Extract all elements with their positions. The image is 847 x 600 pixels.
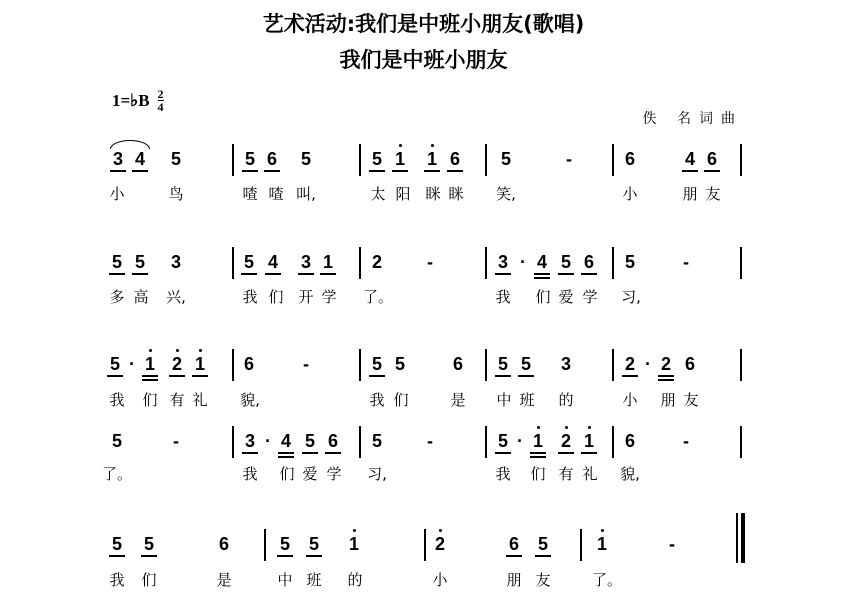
bar-line: [232, 247, 234, 279]
lyric-char: 我: [109, 391, 125, 409]
eighth-underline: [495, 375, 511, 377]
note: 5: [308, 534, 320, 554]
lyric-char: 们: [141, 571, 157, 589]
note: ·: [645, 354, 651, 374]
note: 1: [426, 149, 438, 169]
eighth-underline: [518, 375, 534, 377]
lyric-char: 有: [558, 465, 574, 483]
final-bar-thin: [736, 513, 738, 563]
note: 2: [434, 534, 446, 554]
lyric-char: 眯: [448, 185, 464, 203]
lyric-char: 朋: [660, 391, 676, 409]
bar-line: [359, 426, 361, 458]
lyric-char: 叫,: [296, 185, 316, 203]
note: 6: [243, 354, 255, 374]
lyric-char: 朋: [682, 185, 698, 203]
lyric-char: 我: [109, 571, 125, 589]
eighth-underline: [109, 273, 125, 275]
eighth-underline: [302, 452, 318, 454]
eighth-underline: [495, 273, 511, 275]
lyric-char: 我: [242, 465, 258, 483]
eighth-underline: [392, 170, 408, 172]
bar-line: [485, 349, 487, 381]
lyric-char: 多: [109, 288, 125, 306]
bar-line: [612, 426, 614, 458]
author-credit: 佚 名词曲: [642, 111, 743, 127]
note: 6: [327, 431, 339, 451]
lyric-char: 眯: [425, 185, 441, 203]
octave-dot: [149, 349, 152, 352]
octave-dot: [537, 426, 540, 429]
note: 3: [244, 431, 256, 451]
lyric-char: 喳: [268, 185, 284, 203]
lyric-char: 班: [306, 571, 322, 589]
eighth-underline: [142, 375, 158, 377]
sixteenth-underline: [142, 379, 158, 381]
note: 5: [109, 354, 121, 374]
eighth-underline: [325, 452, 341, 454]
eighth-underline: [278, 452, 294, 454]
sixteenth-underline: [658, 379, 674, 381]
lyric-char: 了。: [101, 465, 133, 483]
octave-dot: [588, 426, 591, 429]
bar-line: [612, 349, 614, 381]
note: -: [669, 534, 675, 554]
note: 5: [520, 354, 532, 374]
lyric-char: 我: [495, 465, 511, 483]
lyric-char: 我: [369, 391, 385, 409]
bar-line: [485, 247, 487, 279]
lyric-char: 礼: [192, 391, 208, 409]
lyric-char: 中: [277, 571, 293, 589]
bar-line: [740, 349, 742, 381]
lyric-char: 貌,: [620, 465, 640, 483]
bar-line: [485, 144, 487, 176]
lyric-char: 阳: [395, 185, 411, 203]
note: 6: [624, 431, 636, 451]
final-bar-thick: [741, 513, 745, 563]
bar-line: [359, 144, 361, 176]
eighth-underline: [192, 375, 208, 377]
octave-dot: [199, 349, 202, 352]
bar-line: [740, 247, 742, 279]
note: 5: [304, 431, 316, 451]
lyric-char: 们: [393, 391, 409, 409]
lyric-char: 学: [326, 465, 342, 483]
note: 2: [371, 252, 383, 272]
note: 2: [560, 431, 572, 451]
lyric-char: 了。: [591, 571, 623, 589]
note: 1: [322, 252, 334, 272]
note: 4: [280, 431, 292, 451]
lyric-char: 习,: [621, 288, 641, 306]
lyric-char: 小: [109, 185, 125, 203]
lyric-char: 喳: [242, 185, 258, 203]
lyric-char: 是: [450, 391, 466, 409]
note: 1: [348, 534, 360, 554]
note: 3: [300, 252, 312, 272]
note: 5: [111, 431, 123, 451]
note: 2: [171, 354, 183, 374]
slur-arc: [110, 140, 150, 149]
eighth-underline: [682, 170, 698, 172]
octave-dot: [353, 529, 356, 532]
lyric-char: 小: [622, 185, 638, 203]
lyric-char: 我: [242, 288, 258, 306]
note: 6: [452, 354, 464, 374]
eighth-underline: [534, 273, 550, 275]
time-numerator: 2: [157, 87, 164, 101]
lyric-char: 是: [216, 571, 232, 589]
lyric-char: 我: [495, 288, 511, 306]
note: ·: [520, 252, 526, 272]
octave-dot: [601, 529, 604, 532]
note: 5: [111, 252, 123, 272]
eighth-underline: [306, 555, 322, 557]
note: 5: [537, 534, 549, 554]
octave-dot: [431, 144, 434, 147]
octave-dot: [565, 426, 568, 429]
bar-line: [232, 426, 234, 458]
time-denominator: 4: [157, 100, 164, 114]
lyric-char: 小: [432, 571, 448, 589]
eighth-underline: [558, 452, 574, 454]
lyric-char: 貌,: [240, 391, 260, 409]
octave-dot: [439, 529, 442, 532]
lyric-char: 们: [279, 465, 295, 483]
time-signature: [158, 88, 164, 113]
lyric-char: 学: [582, 288, 598, 306]
eighth-underline: [242, 452, 258, 454]
sixteenth-underline: [278, 456, 294, 458]
eighth-underline: [277, 555, 293, 557]
note: 3: [170, 252, 182, 272]
bar-line: [424, 529, 426, 561]
lyric-char: 们: [530, 465, 546, 483]
key-signature: [112, 88, 164, 113]
bar-line: [612, 247, 614, 279]
bar-line: [264, 529, 266, 561]
note: 6: [449, 149, 461, 169]
eighth-underline: [530, 452, 546, 454]
note: 4: [267, 252, 279, 272]
note: 5: [111, 534, 123, 554]
note: 5: [560, 252, 572, 272]
bar-line: [740, 144, 742, 176]
note: 5: [279, 534, 291, 554]
note: 4: [134, 149, 146, 169]
eighth-underline: [132, 170, 148, 172]
lyric-char: 礼: [582, 465, 598, 483]
eighth-underline: [241, 273, 257, 275]
eighth-underline: [242, 170, 258, 172]
eighth-underline: [581, 452, 597, 454]
lyric-char: 笑,: [496, 185, 516, 203]
eighth-underline: [320, 273, 336, 275]
lyric-char: 们: [268, 288, 284, 306]
bar-line: [359, 349, 361, 381]
note: 6: [266, 149, 278, 169]
bar-line: [232, 144, 234, 176]
note: 5: [134, 252, 146, 272]
note: 1: [144, 354, 156, 374]
octave-dot: [176, 349, 179, 352]
eighth-underline: [447, 170, 463, 172]
eighth-underline: [581, 273, 597, 275]
lyric-char: 有: [169, 391, 185, 409]
note: -: [427, 252, 433, 272]
lyric-char: 兴,: [166, 288, 186, 306]
eighth-underline: [704, 170, 720, 172]
lyric-char: 开: [298, 288, 314, 306]
eighth-underline: [658, 375, 674, 377]
note: 2: [624, 354, 636, 374]
lyric-char: 太: [370, 185, 386, 203]
note: 5: [300, 149, 312, 169]
lyric-char: 友: [683, 391, 699, 409]
eighth-underline: [424, 170, 440, 172]
lyric-char: 小: [622, 391, 638, 409]
eighth-underline: [622, 375, 638, 377]
eighth-underline: [141, 555, 157, 557]
eighth-underline: [506, 555, 522, 557]
note: -: [566, 149, 572, 169]
note: 3: [497, 252, 509, 272]
note: ·: [265, 431, 271, 451]
eighth-underline: [495, 452, 511, 454]
lyric-char: 爱: [558, 288, 574, 306]
note: 6: [706, 149, 718, 169]
note: 5: [243, 252, 255, 272]
note: 1: [583, 431, 595, 451]
note: 5: [170, 149, 182, 169]
lyric-char: 了。: [362, 288, 394, 306]
note: 6: [583, 252, 595, 272]
note: -: [173, 431, 179, 451]
note: 1: [194, 354, 206, 374]
note: 6: [684, 354, 696, 374]
song-title: 我们是中班小朋友: [339, 48, 508, 72]
eighth-underline: [265, 273, 281, 275]
note: 6: [624, 149, 636, 169]
eighth-underline: [169, 375, 185, 377]
lyric-char: 习,: [367, 465, 387, 483]
eighth-underline: [535, 555, 551, 557]
note: 5: [394, 354, 406, 374]
eighth-underline: [298, 273, 314, 275]
note: 5: [371, 354, 383, 374]
lyric-char: 们: [142, 391, 158, 409]
sixteenth-underline: [530, 456, 546, 458]
lyric-char: 们: [535, 288, 551, 306]
note: -: [683, 252, 689, 272]
lyric-char: 的: [558, 391, 574, 409]
bar-line: [580, 529, 582, 561]
note: 1: [532, 431, 544, 451]
lyric-char: 友: [705, 185, 721, 203]
lyric-char: 鸟: [168, 185, 184, 203]
note: -: [683, 431, 689, 451]
bar-line: [612, 144, 614, 176]
note: 5: [497, 431, 509, 451]
note: 5: [244, 149, 256, 169]
bar-line: [740, 426, 742, 458]
note: 1: [394, 149, 406, 169]
note: 5: [371, 149, 383, 169]
note: 6: [508, 534, 520, 554]
note: 5: [624, 252, 636, 272]
note: 6: [218, 534, 230, 554]
note: 3: [560, 354, 572, 374]
eighth-underline: [110, 170, 126, 172]
note: 3: [112, 149, 124, 169]
eighth-underline: [558, 273, 574, 275]
note: ·: [129, 354, 135, 374]
eighth-underline: [369, 375, 385, 377]
key-label: 1=♭B: [112, 90, 150, 110]
note: 4: [536, 252, 548, 272]
eighth-underline: [369, 170, 385, 172]
octave-dot: [399, 144, 402, 147]
bar-line: [359, 247, 361, 279]
note: -: [303, 354, 309, 374]
note: 5: [497, 354, 509, 374]
page-title: 艺术活动:我们是中班小朋友(歌唱): [262, 12, 585, 36]
lyric-char: 高: [133, 288, 149, 306]
lyric-char: 友: [535, 571, 551, 589]
bar-line: [232, 349, 234, 381]
note: ·: [517, 431, 523, 451]
eighth-underline: [109, 555, 125, 557]
eighth-underline: [132, 273, 148, 275]
bar-line: [485, 426, 487, 458]
note: 5: [500, 149, 512, 169]
note: 2: [660, 354, 672, 374]
lyric-char: 的: [347, 571, 363, 589]
lyric-char: 班: [519, 391, 535, 409]
note: 1: [596, 534, 608, 554]
note: 4: [684, 149, 696, 169]
note: 5: [371, 431, 383, 451]
sixteenth-underline: [534, 277, 550, 279]
note: -: [427, 431, 433, 451]
eighth-underline: [107, 375, 123, 377]
note: 5: [143, 534, 155, 554]
eighth-underline: [264, 170, 280, 172]
lyric-char: 爱: [302, 465, 318, 483]
lyric-char: 朋: [506, 571, 522, 589]
lyric-char: 中: [496, 391, 512, 409]
lyric-char: 学: [321, 288, 337, 306]
